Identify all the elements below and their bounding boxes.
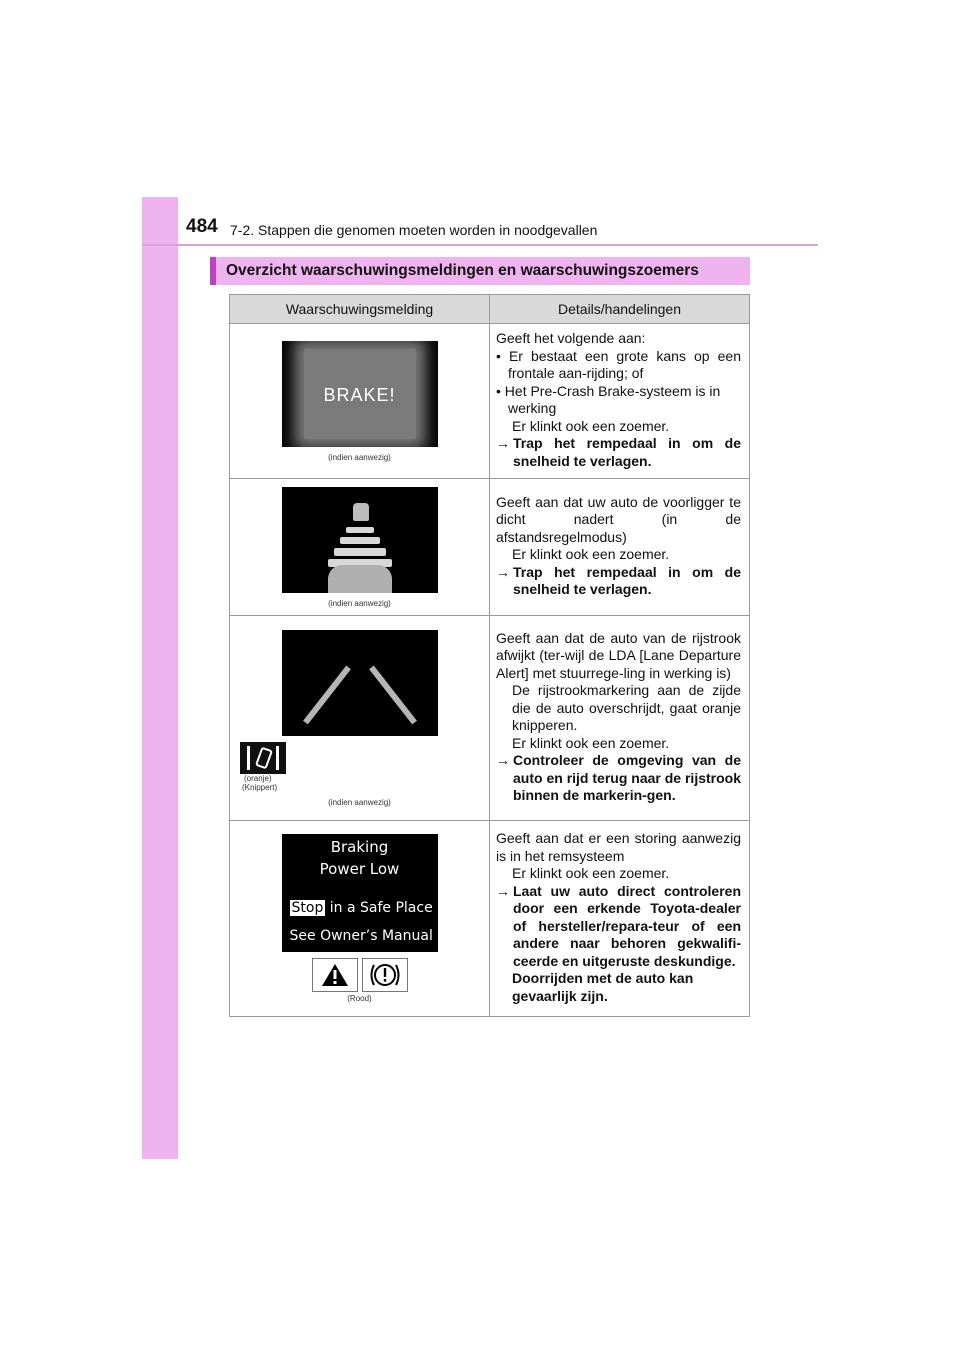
- details-cell: [490, 616, 750, 821]
- table-row: [230, 616, 750, 821]
- lane-marking-left: [303, 665, 351, 724]
- distance-bar-icon: [340, 537, 380, 544]
- lane-marking-right: [369, 665, 417, 724]
- screen-text: in a Safe Place: [325, 900, 433, 916]
- table-row: [230, 324, 750, 479]
- action-line: [496, 564, 741, 599]
- note: (indien aanwezig): [328, 452, 391, 462]
- section-heading: Overzicht waarschuwingsmeldingen en waarschuwingszoemers: [210, 257, 750, 285]
- lda-indicator-icon: [240, 742, 286, 774]
- detail-line: Geeft aan dat er een storing aanwezig is in het remsysteem: [496, 830, 741, 864]
- detail-line: Er klinkt ook een zoemer.: [512, 865, 670, 881]
- detail-line: Er klinkt ook een zoemer.: [512, 417, 670, 434]
- warning-table: [229, 294, 750, 1017]
- action-line: [496, 883, 741, 971]
- detail-line: Er klinkt ook een zoemer.: [512, 546, 670, 562]
- detail-bullet: • Er bestaat een grote kans op een frontale aan-rijding; of: [496, 347, 741, 381]
- detail-line: De rijstrookmarkering aan de zijde die de auto overschrijdt, gaat oranje knipperen.: [512, 682, 741, 733]
- details-cell: [490, 324, 750, 479]
- icon-color-label: (oranje): [244, 773, 272, 783]
- brake-system-warning-icon: [362, 958, 408, 992]
- action-text: Laat uw auto direct controleren door een erkende Toyota-dealer of hersteller/repara-teur of een andere naar behoren gekwalifi-ceerde en uitgeruste deskundige.: [513, 882, 741, 969]
- approach-warning-screen: [282, 487, 438, 593]
- detail-bullet: • Het Pre-Crash Brake-systeem is in werking: [496, 382, 721, 416]
- screen-line: Power Low: [319, 860, 400, 878]
- message-cell: [230, 479, 490, 616]
- detail-line: Geeft het volgende aan:: [496, 330, 646, 346]
- details-cell: [490, 821, 750, 1017]
- message-cell: [230, 616, 490, 821]
- col-header-message: Waarschuwingsmelding: [230, 295, 490, 324]
- page-number: 484: [186, 216, 218, 237]
- lane-line: [247, 746, 250, 770]
- table-row: [230, 479, 750, 616]
- action-line: [496, 752, 741, 805]
- distance-bar-icon: [334, 548, 386, 556]
- details-cell: [490, 479, 750, 616]
- master-warning-icon: [312, 958, 358, 992]
- screen-line: See Owner’s Manual: [289, 928, 433, 944]
- arrow-icon: →: [496, 435, 510, 451]
- table-row: [230, 821, 750, 1017]
- col-header-details: Details/handelingen: [490, 295, 750, 324]
- detail-line: Geeft aan dat de auto van de rijstrook afwijkt (ter-wijl de LDA [Lane Departure Alert] met stuurrege-ling in werking is): [496, 629, 741, 681]
- chapter-title: 7-2. Stappen die genomen moeten worden in noodgevallen: [230, 222, 598, 238]
- table-header-row: [230, 295, 750, 324]
- detail-line: Er klinkt ook een zoemer.: [512, 734, 670, 751]
- icon-color-label: (Rood): [347, 994, 372, 1003]
- icon-flash-label: (Knippert): [242, 782, 278, 792]
- message-cell: [230, 821, 490, 1017]
- brake-text: BRAKE!: [323, 384, 396, 405]
- side-tab: [142, 197, 178, 1159]
- stop-highlight: Stop: [291, 900, 324, 916]
- header-rule: [142, 244, 818, 246]
- distance-bar-icon: [346, 527, 374, 533]
- screen-line: [290, 900, 433, 916]
- preceding-car-icon: [353, 503, 369, 521]
- action-text: Trap het rempedaal in om de snelheid te verlagen.: [513, 435, 741, 469]
- arrow-icon: →: [496, 882, 510, 899]
- own-car-icon: [328, 565, 392, 593]
- action-text: Controleer de omgeving van de auto en rijd terug naar de rijstrook binnen de markerin-gen.: [513, 752, 741, 803]
- note: (indien aanwezig): [328, 797, 391, 807]
- car-icon: [255, 746, 273, 769]
- brake-warning-screen: [282, 341, 438, 447]
- braking-power-low-screen: [282, 834, 438, 952]
- lane-line: [276, 746, 279, 770]
- detail-line: Geeft aan dat uw auto de voorligger te dicht nadert (in de afstandsregelmodus): [496, 493, 741, 545]
- lane-departure-screen: [282, 630, 438, 736]
- warning-icons: [230, 958, 489, 992]
- arrow-icon: →: [496, 752, 510, 768]
- message-cell: [230, 324, 490, 479]
- arrow-icon: →: [496, 563, 510, 580]
- warning-line: Doorrijden met de auto kan gevaarlijk zijn.: [512, 970, 694, 1004]
- action-line: [496, 435, 741, 470]
- screen-line: Braking: [330, 838, 389, 856]
- note: (indien aanwezig): [328, 598, 391, 608]
- action-text: Trap het rempedaal in om de snelheid te verlagen.: [513, 563, 741, 597]
